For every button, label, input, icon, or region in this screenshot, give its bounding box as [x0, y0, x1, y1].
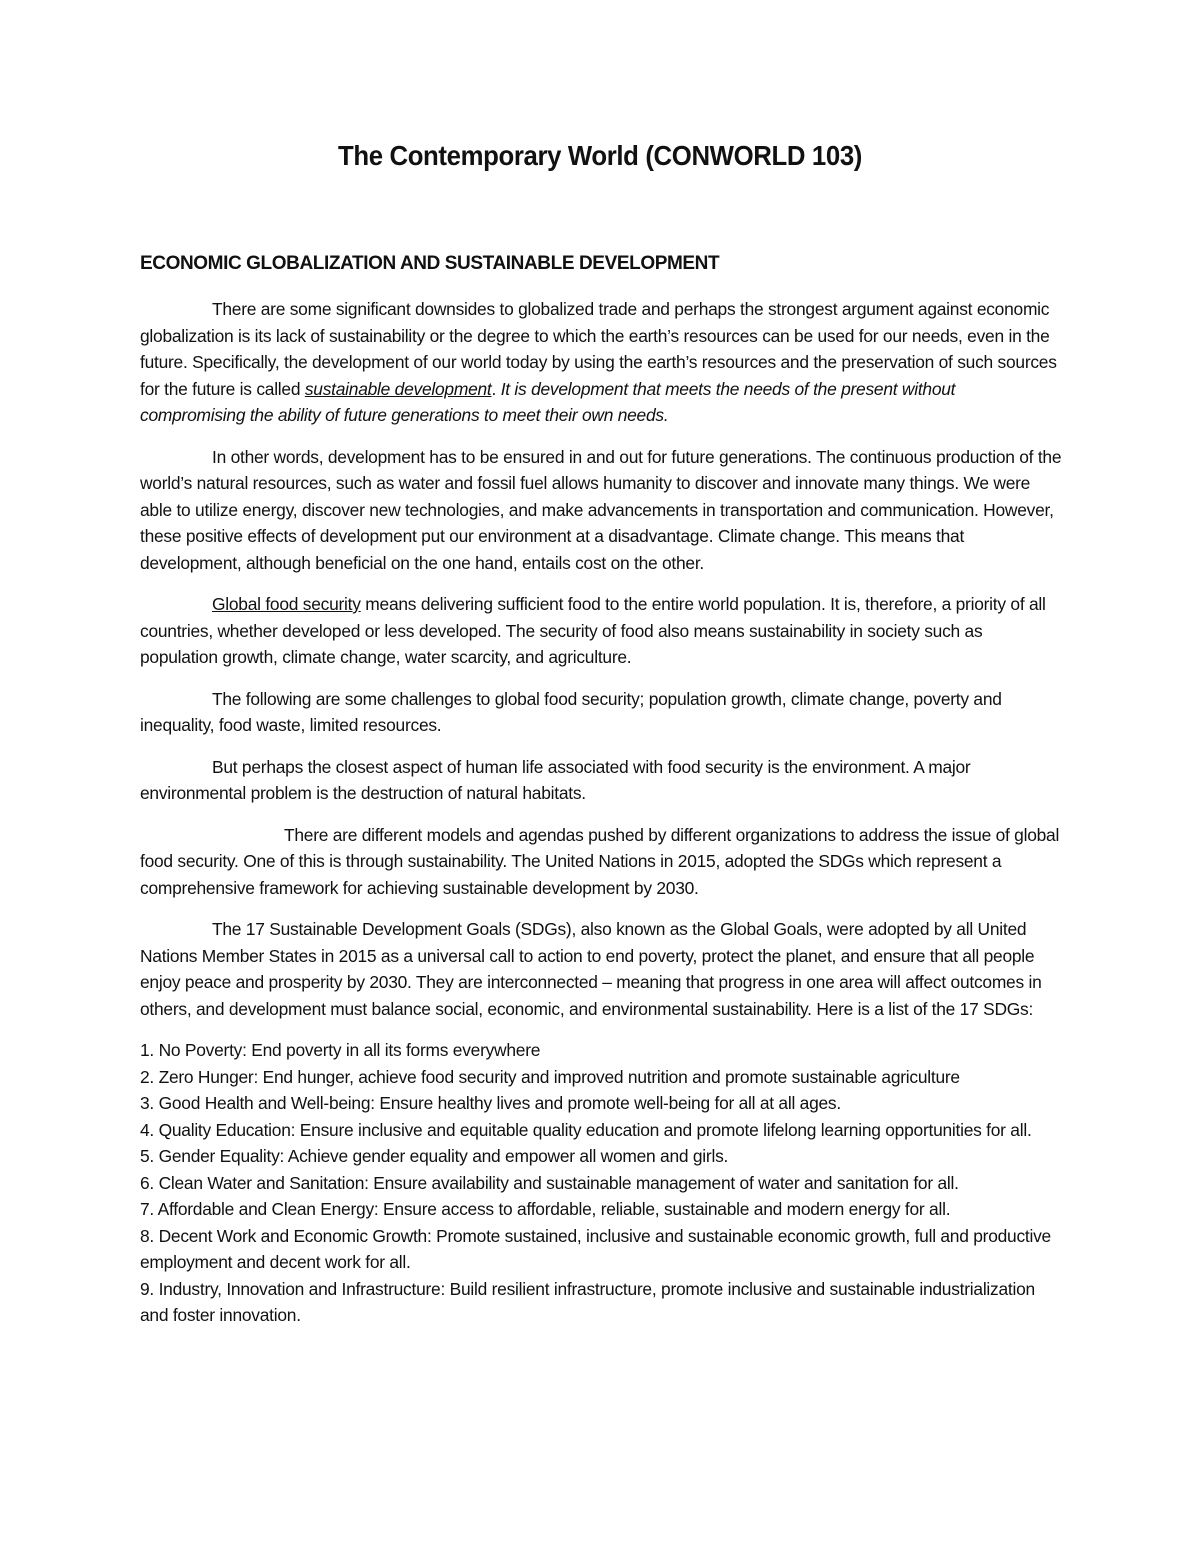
paragraph-text: There are some significant downsides to globalized trade and perhaps the strongest argument against economic globalization is its lack of sustainability or the degree to which the earth’s resources can be used for our needs, even in the future. Specifically, the development of our world today by using the earth’s resources and the preservation of such sources for the future is called — [140, 299, 1057, 399]
paragraph-food-security — [140, 591, 1062, 671]
document-title: The Contemporary World (CONWORLD 103) — [337, 140, 863, 171]
paragraph-sustainability — [140, 296, 1062, 429]
definition-sustainable-development: It is development that meets the needs of the present without compromising the ability of future generations to meet their own needs. — [140, 378, 956, 425]
sdg-list — [140, 1037, 1062, 1329]
paragraph-environment: But perhaps the closest aspect of human life associated with food security is the environment. A major environmental problem is the destruction of natural habitats. — [140, 756, 971, 803]
sdg-item: 5. Gender Equality: Achieve gender equality and empower all women and girls. — [140, 1146, 729, 1166]
paragraph-development: In other words, development has to be ensured in and out for future generations. The continuous production of the world’s natural resources, such as water and fossil fuel allows humanity to discover and innovate many things. We were able to utilize energy, discover new technologies, and make advancements in transportation and communication. However, these positive effects of development put our environment at a disadvantage. Climate change. This means that development, although beneficial on the one hand, entails cost on the other. — [140, 446, 1062, 573]
term-global-food-security: Global food security — [212, 594, 361, 614]
sdg-item: 9. Industry, Innovation and Infrastructure: Build resilient infrastructure, promote inclusive and sustainable industrialization and foster innovation. — [140, 1278, 1035, 1325]
paragraph-challenges: The following are some challenges to global food security; population growth, climate change, poverty and inequality, food waste, limited resources. — [140, 688, 1002, 735]
sdg-item: 3. Good Health and Well-being: Ensure healthy lives and promote well-being for all at all ages. — [140, 1093, 841, 1113]
sdg-item: 1. No Poverty: End poverty in all its forms everywhere — [140, 1040, 541, 1060]
paragraph-text: . — [491, 378, 501, 399]
paragraph-text: means delivering sufficient food to the entire world population. It is, therefore, a priority of all countries, whether developed or less developed. The security of food also means sustainability in society such as population growth, climate change, water scarcity, and agriculture. — [140, 594, 1046, 667]
sdg-item: 4. Quality Education: Ensure inclusive and equitable quality education and promote lifelong learning opportunities for all. — [140, 1119, 1032, 1140]
sdg-item: 6. Clean Water and Sanitation: Ensure availability and sustainable management of water and sanitation for all. — [140, 1172, 959, 1193]
section-heading: ECONOMIC GLOBALIZATION AND SUSTAINABLE DEVELOPMENT — [140, 253, 720, 274]
paragraph-models: There are different models and agendas pushed by different organizations to address the issue of global food security. One of this is through sustainability. The United Nations in 2015, adopted the SDGs which represent a comprehensive framework for achieving sustainable development by 2030. — [140, 824, 1060, 898]
sdg-item: 7. Affordable and Clean Energy: Ensure access to affordable, reliable, sustainable and modern energy for all. — [140, 1199, 951, 1219]
paragraph-sdgs-intro: The 17 Sustainable Development Goals (SDGs), also known as the Global Goals, were adopted by all United Nations Member States in 2015 as a universal call to action to end poverty, protect the planet, and ensure that all people enjoy peace and prosperity by 2030. They are interconnected – meaning that progress in one area will affect outcomes in others, and development must balance social, economic, and environmental sustainability. Here is a list of the 17 SDGs: — [140, 919, 1042, 1019]
sdg-item: 2. Zero Hunger: End hunger, achieve food security and improved nutrition and promote sustainable agriculture — [140, 1066, 960, 1087]
term-sustainable-development: sustainable development — [304, 378, 492, 399]
document-body — [140, 296, 1062, 1329]
sdg-item: 8. Decent Work and Economic Growth: Promote sustained, inclusive and sustainable economic growth, full and productive employment and decent work for all. — [140, 1225, 1051, 1272]
